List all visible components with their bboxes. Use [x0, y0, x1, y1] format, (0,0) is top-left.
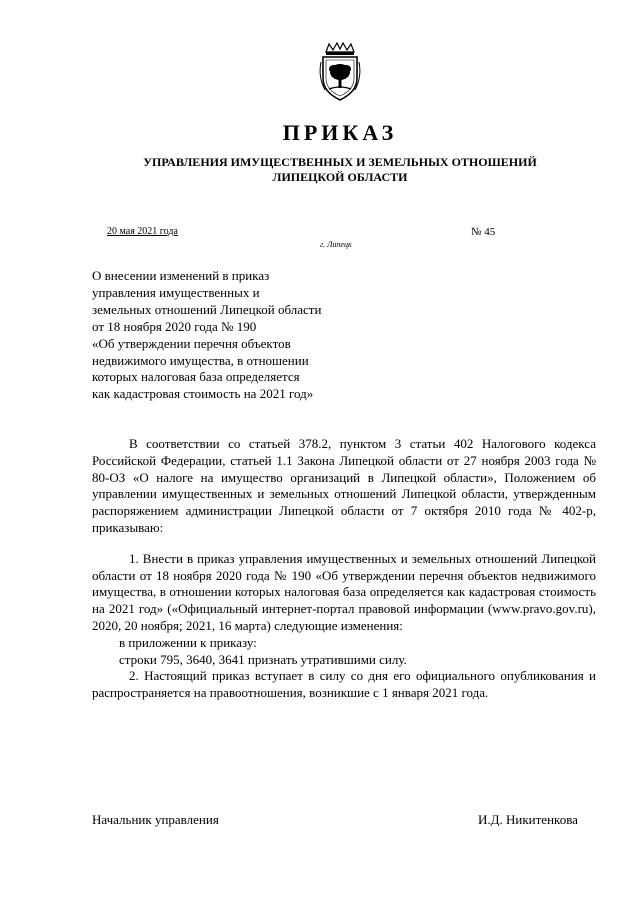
item-1-paragraph: 1. Внести в приказ управления имущественных и земельных отношений Липецкой области от 18 ноября 2020 года № 190 «Об утверждении перечня объектов недвижимого имущества, в отношении которых налоговая база определяется как кадастровая стоимость на 2021 год» («Официальный интернет-портал правовой информации (www.pravo.gov.ru), 2020, 20 ноября; 2021, 16 марта) следующие изменения: — [92, 550, 596, 633]
document-title: ПРИКАЗ — [282, 120, 398, 145]
issuing-organization — [0, 155, 640, 185]
org-line-2: ЛИПЕЦКОЙ ОБЛАСТИ — [272, 170, 408, 184]
signatory-name: И.Д. Никитенкова — [478, 812, 578, 827]
org-line-1: УПРАВЛЕНИЯ ИМУЩЕСТВЕННЫХ И ЗЕМЕЛЬНЫХ ОТНОШЕНИЙ — [143, 155, 537, 169]
subject-line: как кадастровая стоимость на 2021 год» — [92, 386, 314, 402]
coat-of-arms-icon — [317, 42, 363, 102]
preamble-paragraph: В соответствии со статьей 378.2, пунктом 3 статьи 402 Налогового кодекса Российской Федерации, статьей 1.1 Закона Липецкой области от 27 ноября 2003 года № 80-ОЗ «О налоге на имущество организаций в Липецкой области», Положением об управлении имущественных и земельных отношений Липецкой области, утвержденным распоряжением администрации Липецкой области от 7 октября 2010 года № 402-р, приказываю: — [92, 436, 596, 535]
subject-line: управления имущественных и — [92, 284, 260, 300]
subject-line: от 18 ноября 2020 года № 190 — [92, 318, 257, 334]
subject-line: недвижимого имущества, в отношении — [92, 352, 309, 368]
order-body — [92, 436, 596, 702]
item-2-paragraph: 2. Настоящий приказ вступает в силу со дня его официального опубликования и распространяется на правоотношения, возникшие с 1 января 2021 года. — [92, 668, 596, 701]
order-date: 20 мая 2021 года — [107, 226, 178, 237]
item-1-subitem: в приложении к приказу: — [119, 634, 257, 650]
subject-line: которых налоговая база определяется — [92, 369, 300, 385]
subject-line: земельных отношений Липецкой области — [92, 301, 322, 317]
subject-line: О внесении изменений в приказ — [92, 268, 270, 283]
item-1-subitem: строки 795, 3640, 3641 признать утратившими силу. — [119, 651, 407, 667]
subject-line: «Об утверждении перечня объектов — [92, 335, 291, 351]
order-number: № 45 — [471, 226, 496, 238]
order-subject — [92, 268, 392, 403]
signatory-position: Начальник управления — [92, 812, 219, 827]
order-city: г. Липецк — [320, 240, 352, 249]
